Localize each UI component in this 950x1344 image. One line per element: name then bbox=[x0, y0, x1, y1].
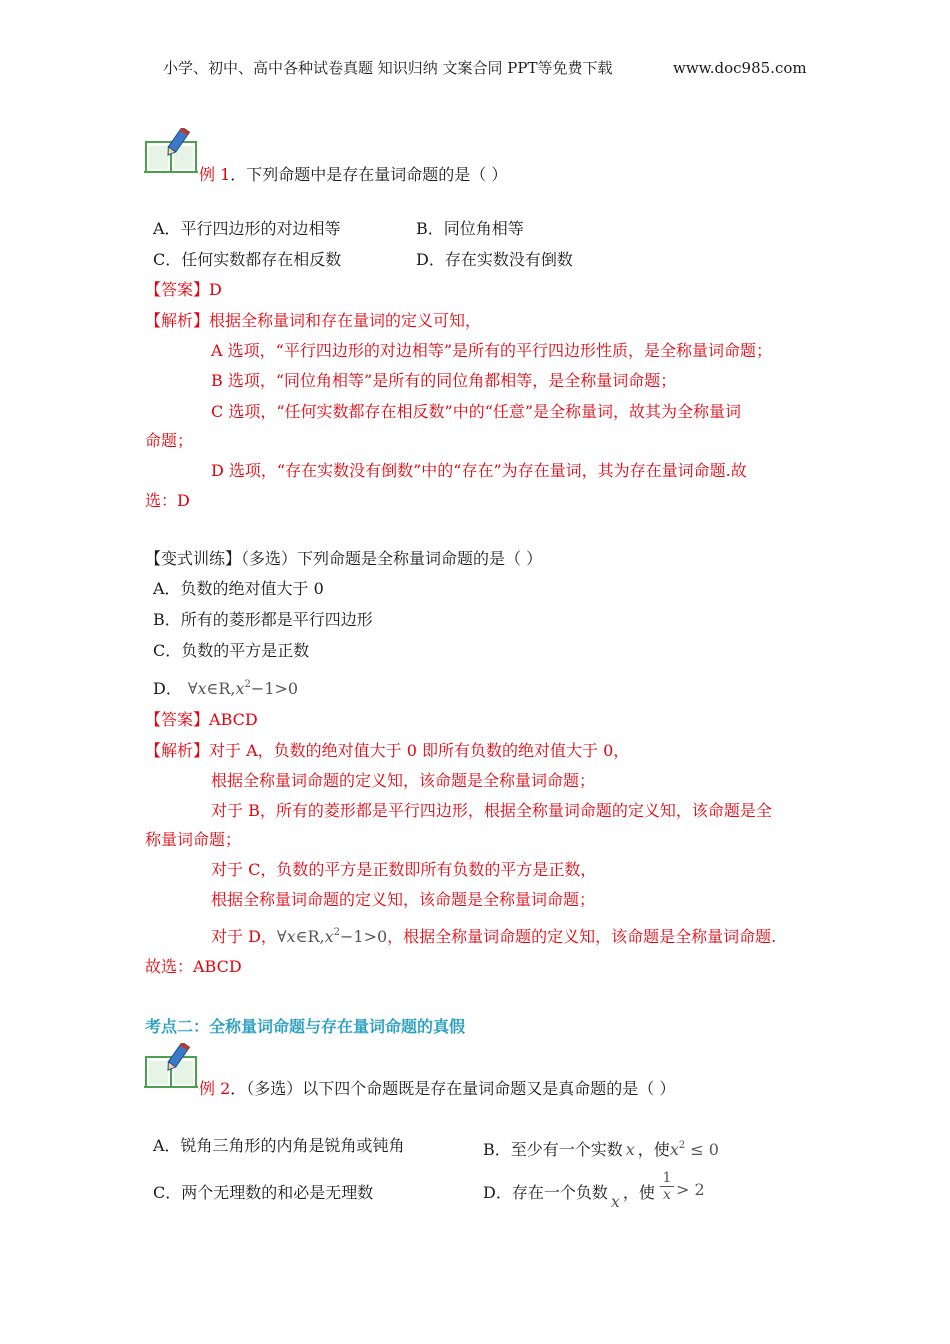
example1-question-text: ．下列命题中是存在量词命题的是（ ） bbox=[230, 165, 508, 184]
analysis-text: ，根据全称量词命题的定义知，该命题是全称量词命题. bbox=[387, 927, 777, 946]
example1-analysis-line: D 选项，“存在实数没有倒数”中的“存在”为存在量词，其为存在量词命题.故 bbox=[211, 461, 747, 480]
section-title: 考点二：全称量词命题与存在量词命题的真假 bbox=[145, 1017, 466, 1036]
math-variable: x bbox=[610, 1192, 620, 1211]
analysis-text: 对于 A，负数的绝对值大于 0 即所有负数的绝对值大于 0， bbox=[209, 741, 630, 760]
example1-option-a: A．平行四边形的对边相等 bbox=[153, 219, 341, 238]
example1-label: 例 1 bbox=[199, 165, 231, 184]
example2-option-b bbox=[483, 1136, 719, 1160]
header-url[interactable]: www.doc985.com bbox=[673, 59, 807, 77]
example2-option-d bbox=[483, 1183, 655, 1211]
example1-analysis-line: 选：D bbox=[145, 491, 190, 510]
example1-answer bbox=[145, 280, 222, 300]
example2-option-a: A．锐角三角形的内角是锐角或钝角 bbox=[153, 1136, 405, 1155]
variant-answer bbox=[145, 710, 258, 730]
variant-analysis-line: 根据全称量词命题的定义知，该命题是全称量词命题； bbox=[211, 771, 596, 790]
variant-title: 【变式训练】（多选）下列命题是全称量词命题的是（ ） bbox=[145, 549, 543, 568]
variant-analysis-line-d bbox=[211, 923, 776, 947]
math-formula: $\forall x\in R,x^2-1>0$ bbox=[276, 927, 388, 946]
example2-question-text: ．（多选）以下四个命题既是存在量词命题又是真命题的是（ ） bbox=[230, 1079, 676, 1098]
variant-analysis-line: 故选：ABCD bbox=[145, 957, 242, 976]
math-fraction: $\frac{1}{x}$ bbox=[660, 1170, 674, 1203]
example2-question bbox=[199, 1079, 675, 1099]
variant-analysis-line: 根据全称量词命题的定义知，该命题是全称量词命题； bbox=[211, 890, 596, 909]
example1-question bbox=[199, 165, 507, 185]
example1-analysis-line: 命题； bbox=[145, 431, 194, 450]
option-text: ，使 bbox=[622, 1183, 655, 1202]
example1-option-c: C．任何实数都存在相反数 bbox=[153, 250, 342, 269]
math-formula: $x^2 \le 0$ bbox=[669, 1140, 719, 1159]
example2-label: 例 2 bbox=[199, 1079, 231, 1098]
example2-option-c: C．两个无理数的和必是无理数 bbox=[153, 1183, 374, 1202]
variant-option-a: A．负数的绝对值大于 0 bbox=[153, 579, 324, 598]
example1-analysis-line: B 选项，“同位角相等”是所有的同位角都相等，是全称量词命题； bbox=[211, 371, 677, 390]
variant-analysis-line bbox=[145, 741, 629, 761]
example1-option-d: D．存在实数没有倒数 bbox=[416, 250, 573, 269]
variant-analysis-line: 称量词命题； bbox=[145, 830, 242, 849]
option-text: D．存在一个负数 bbox=[483, 1183, 608, 1202]
variant-option-c: C．负数的平方是正数 bbox=[153, 641, 310, 660]
variant-option-b: B．所有的菱形都是平行四边形 bbox=[153, 610, 373, 629]
answer-tag: 【答案】 bbox=[145, 280, 210, 299]
analysis-text: 根据全称量词和存在量词的定义可知， bbox=[209, 311, 482, 330]
example1-option-b: B．同位角相等 bbox=[416, 219, 524, 238]
answer-value: ABCD bbox=[209, 710, 258, 729]
analysis-tag: 【解析】 bbox=[145, 741, 210, 760]
option-text: B．至少有一个实数 bbox=[483, 1140, 623, 1159]
analysis-tag: 【解析】 bbox=[145, 311, 210, 330]
math-formula: $\forall x\in R,x^2-1>0$ bbox=[187, 679, 299, 698]
answer-tag: 【答案】 bbox=[145, 710, 210, 729]
example1-analysis-line: C 选项，“任何实数都存在相反数”中的“任意”是全称量词，故其为全称量词 bbox=[211, 402, 742, 421]
example1-analysis-line: A 选项，“平行四边形的对边相等”是所有的平行四边形性质，是全称量词命题； bbox=[211, 341, 773, 360]
math-formula: > 2 bbox=[676, 1180, 705, 1199]
option-label: D． bbox=[153, 679, 182, 698]
answer-value: D bbox=[209, 280, 222, 299]
example1-analysis-line bbox=[145, 311, 481, 331]
math-variable: x bbox=[625, 1140, 635, 1159]
variant-analysis-line: 对于 C，负数的平方是正数即所有负数的平方是正数， bbox=[211, 860, 597, 879]
book-pencil-icon bbox=[143, 128, 199, 174]
analysis-text: 对于 D， bbox=[211, 927, 277, 946]
variant-analysis-line: 对于 B，所有的菱形都是平行四边形，根据全称量词命题的定义知，该命题是全 bbox=[211, 801, 772, 820]
book-pencil-icon bbox=[143, 1043, 199, 1089]
variant-option-d bbox=[153, 675, 298, 699]
option-text: ，使 bbox=[637, 1140, 670, 1159]
header-text: 小学、初中、高中各种试卷真题 知识归纳 文案合同 PPT等免费下载 bbox=[163, 59, 613, 77]
